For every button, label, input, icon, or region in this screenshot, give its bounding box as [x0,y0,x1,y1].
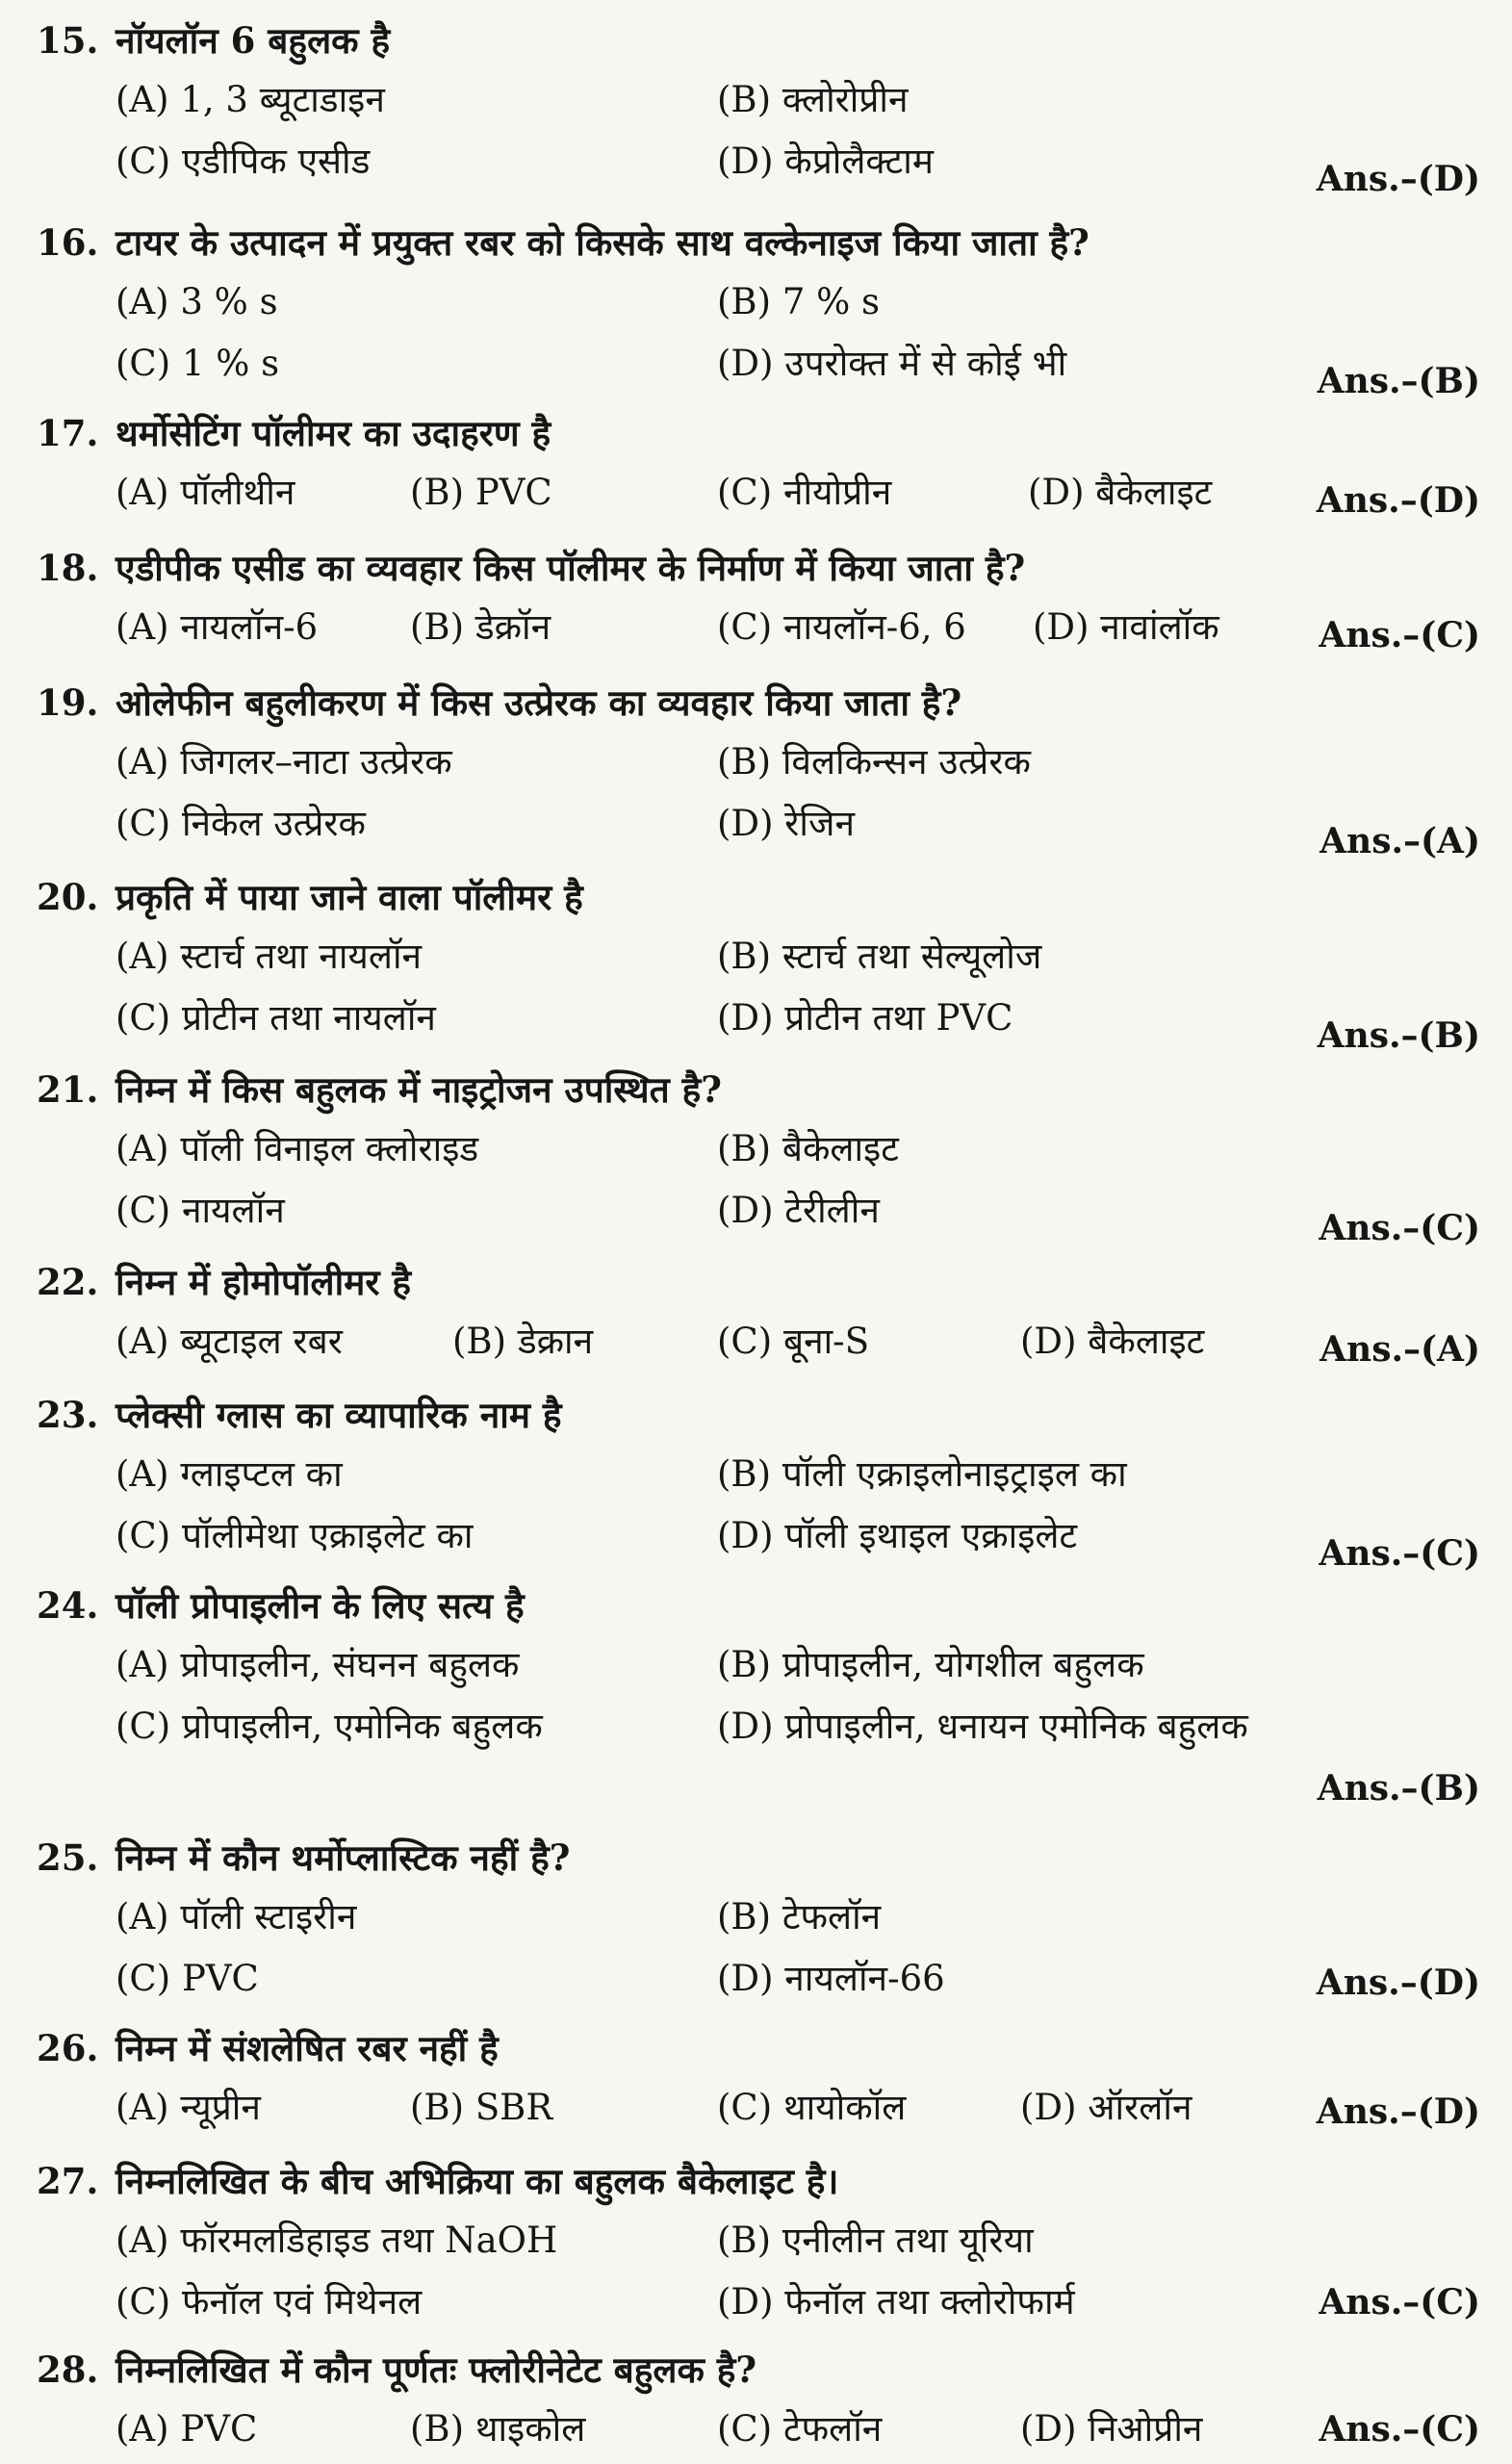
option-a: (A) स्टार्च तथा नायलॉन [115,936,423,977]
option-a: (A) पॉली स्टाइरीन [115,1896,357,1938]
option-d: (D) निओप्रीन [1020,2408,1203,2450]
question-number: 17. [37,412,99,454]
answer-label: Ans.–(C) [1319,2409,1480,2450]
question-number: 24. [37,1584,99,1627]
option-d: (D) उपरोक्त में से कोई भी [717,343,1067,384]
question-number: 25. [37,1836,99,1879]
option-d: (D) पॉली इथाइल एक्राइलेट [717,1515,1078,1556]
option-c: (C) टेफलॉन [717,2408,883,2450]
option-a: (A) PVC [115,2408,258,2450]
option-d: (D) प्रोटीन तथा PVC [717,997,1013,1039]
option-b: (B) 7 % s [717,281,881,322]
answer-label: Ans.–(B) [1317,1768,1480,1809]
option-c: (C) प्रोपाइलीन, एमोनिक बहुलक [115,1706,543,1747]
option-d: (D) फेनॉल तथा क्लोरोफार्म [717,2281,1075,2323]
answer-label: Ans.–(A) [1320,821,1480,861]
option-d: (D) केप्रोलैक्टाम [717,141,934,182]
option-b: (B) क्लोरोप्रीन [717,79,909,120]
option-d: (D) प्रोपाइलीन, धनायन एमोनिक बहुलक [717,1706,1248,1747]
question-number: 26. [37,2027,99,2069]
option-b: (B) एनीलीन तथा यूरिया [717,2220,1034,2261]
question-text: एडीपीक एसीड का व्यवहार किस पॉलीमर के निर्माण में किया जाता है? [115,547,1026,589]
question-23 [37,1386,1480,1574]
option-c: (C) नायलॉन-6, 6 [717,606,966,648]
question-text: निम्न में किस बहुलक में नाइट्रोजन उपस्थित है? [115,1068,722,1111]
answer-label: Ans.–(C) [1319,615,1480,655]
option-c: (C) नायलॉन [115,1190,285,1231]
option-b: (B) डेक्रॉन [410,606,551,648]
question-number: 22. [37,1261,99,1303]
option-a: (A) 1, 3 ब्यूटाडाइन [115,79,385,120]
option-b: (B) टेफलॉन [717,1896,882,1938]
option-d: (D) बैकेलाइट [1028,472,1213,513]
option-a: (A) 3 % s [115,281,278,322]
option-a: (A) प्रोपाइलीन, संघनन बहुलक [115,1644,520,1685]
option-a: (A) फॉरमलडिहाइड तथा NaOH [115,2220,558,2261]
question-number: 16. [37,221,99,264]
question-text: प्लेक्सी ग्लास का व्यापारिक नाम है [115,1394,562,1436]
option-b: (B) स्टार्च तथा सेल्यूलोज [717,936,1042,977]
question-27 [37,2152,1480,2333]
option-a: (A) पॉली विनाइल क्लोराइड [115,1128,479,1169]
question-text: प्रकृति में पाया जाने वाला पॉलीमर है [115,876,583,918]
question-text: थर्मोसेटिंग पॉलीमर का उदाहरण है [115,412,551,454]
question-18 [37,539,1480,658]
option-c: (C) PVC [115,1958,259,1999]
option-d: (D) बैकेलाइट [1020,1321,1205,1362]
question-text: निम्न में होमोपॉलीमर है [115,1261,412,1303]
answer-label: Ans.–(B) [1317,361,1480,401]
option-b: (B) डेक्रान [452,1321,594,1362]
option-c: (C) फेनॉल एवं मिथेनल [115,2281,423,2323]
option-c: (C) बूना-S [717,1321,870,1362]
question-number: 21. [37,1068,99,1111]
option-a: (A) जिगलर–नाटा उत्प्रेरक [115,741,452,783]
answer-label: Ans.–(D) [1316,159,1480,199]
question-text: निम्नलिखित के बीच अभिक्रिया का बहुलक बैकेलाइट है। [115,2160,839,2202]
option-d: (D) रेजिन [717,803,856,844]
question-28 [37,2341,1480,2460]
option-b: (B) SBR [410,2087,553,2128]
option-a: (A) पॉलीथीन [115,472,295,513]
question-26 [37,2019,1480,2139]
option-d: (D) ऑरलॉन [1020,2087,1192,2128]
question-20 [37,868,1480,1056]
question-number: 19. [37,681,99,724]
option-b: (B) PVC [410,472,552,513]
option-b: (B) बैकेलाइट [717,1128,899,1169]
option-c: (C) पॉलीमेथा एक्राइलेट का [115,1515,474,1556]
option-b: (B) विलकिन्सन उत्प्रेरक [717,741,1031,783]
question-text: नॉयलॉन 6 बहुलक है [115,19,391,62]
question-25 [37,1829,1480,2010]
option-d: (D) नायलॉन-66 [717,1958,945,1999]
question-text: पॉली प्रोपाइलीन के लिए सत्य है [115,1584,525,1627]
answer-label: Ans.–(B) [1317,1015,1480,1056]
answer-label: Ans.–(D) [1316,1963,1480,2003]
option-c: (C) नीयोप्रीन [717,472,892,513]
question-15 [37,12,1480,199]
option-c: (C) प्रोटीन तथा नायलॉन [115,997,436,1039]
question-number: 27. [37,2160,99,2202]
question-17 [37,404,1480,524]
option-c: (C) थायोकॉल [717,2087,907,2128]
option-b: (B) पॉली एक्राइलोनाइट्राइल का [717,1453,1127,1495]
option-b: (B) थाइकोल [410,2408,586,2450]
option-a: (A) नायलॉन-6 [115,606,319,648]
option-c: (C) निकेल उत्प्रेरक [115,803,366,844]
option-c: (C) 1 % s [115,343,280,384]
option-a: (A) ग्लाइप्टल का [115,1453,343,1495]
question-text: ओलेफीन बहुलीकरण में किस उत्प्रेरक का व्यवहार किया जाता है? [115,681,962,724]
question-22 [37,1253,1480,1373]
question-number: 18. [37,547,99,589]
option-a: (A) न्यूप्रीन [115,2087,261,2128]
answer-label: Ans.–(A) [1320,1329,1480,1370]
option-c: (C) एडीपिक एसीड [115,141,371,182]
question-21 [37,1061,1480,1248]
option-d: (D) टेरीलीन [717,1190,880,1231]
question-text: निम्न में संशलेषित रबर नहीं है [115,2027,499,2069]
answer-label: Ans.–(D) [1316,2092,1480,2132]
question-text: निम्नलिखित में कौन पूर्णतः फ्लोरीनेटेट बहुलक है? [115,2348,757,2391]
question-number: 15. [37,19,99,62]
question-text: टायर के उत्पादन में प्रयुक्त रबर को किसके साथ वल्केनाइज किया जाता है? [115,221,1089,264]
question-number: 28. [37,2348,99,2391]
option-d: (D) नावांलॉक [1033,606,1219,648]
option-b: (B) प्रोपाइलीन, योगशील बहुलक [717,1644,1144,1685]
option-a: (A) ब्यूटाइल रबर [115,1321,343,1362]
question-number: 23. [37,1394,99,1436]
question-16 [37,214,1480,401]
question-text: निम्न में कौन थर्मोप्लास्टिक नहीं है? [115,1836,571,1879]
question-24 [37,1577,1480,1819]
answer-label: Ans.–(C) [1319,1208,1480,1248]
answer-label: Ans.–(D) [1316,480,1480,521]
answer-label: Ans.–(C) [1319,1533,1480,1574]
question-19 [37,674,1480,861]
answer-label: Ans.–(C) [1319,2282,1480,2323]
question-number: 20. [37,876,99,918]
